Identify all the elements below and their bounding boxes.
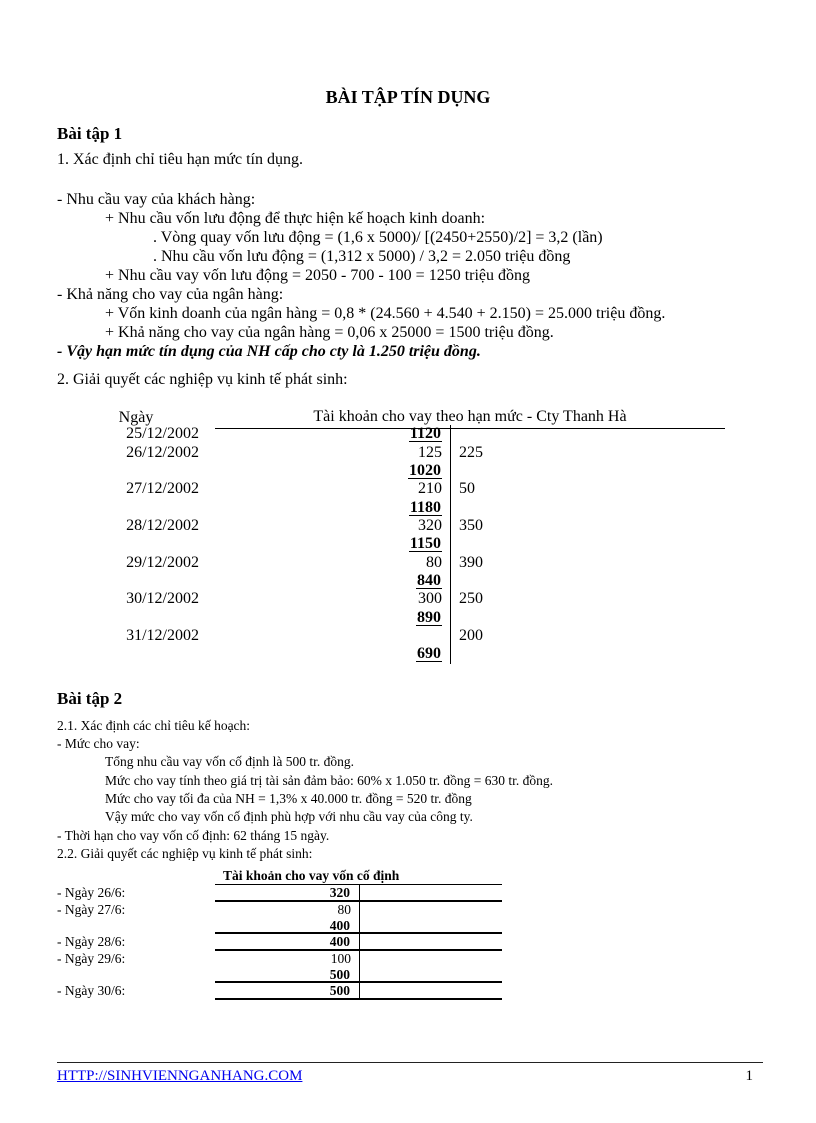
taccount2-debit-cell xyxy=(215,885,359,901)
taccount2-credit-cell xyxy=(359,918,502,934)
exercise1-heading: Bài tập 1 xyxy=(57,124,123,143)
taccount2-label-cell: - Ngày 30/6: xyxy=(57,983,126,999)
paragraph: - Nhu cầu vay của khách hàng: xyxy=(57,191,256,208)
taccount1-debit-cell: 210 xyxy=(418,480,442,498)
exercise1-intro: 1. Xác định chỉ tiêu hạn mức tín dụng. xyxy=(57,151,303,168)
taccount1-debit-cell: 125 xyxy=(418,443,442,461)
balance-value: 500 xyxy=(329,983,350,999)
taccount2-label-cell: - Ngày 27/6: xyxy=(57,901,126,917)
taccount1-date-cell xyxy=(57,462,215,480)
taccount2-debit-cell: 100 xyxy=(330,950,351,966)
paragraph: 2.1. Xác định các chỉ tiêu kế hoạch: xyxy=(57,717,251,733)
taccount1-credit-cell: 200 xyxy=(450,627,725,645)
taccount1-date-header: Ngày xyxy=(118,409,154,426)
taccount2-label-cell: - Ngày 28/6: xyxy=(57,934,126,950)
taccount1-debit-cell xyxy=(215,462,450,480)
taccount1-credit-cell xyxy=(450,462,725,480)
page-footer xyxy=(57,1062,763,1085)
taccount1-debit-cell xyxy=(215,645,450,663)
paragraph: - Mức cho vay: xyxy=(57,736,140,752)
balance-value: 890 xyxy=(417,608,441,626)
paragraph: . Nhu cầu vốn lưu động = (1,312 x 5000) / 3,2 = 2.050 triệu đồng xyxy=(153,248,571,265)
taccount2-label-cell xyxy=(57,967,215,983)
taccount2-credit-cell xyxy=(359,902,502,918)
taccount1-debit-cell: 320 xyxy=(418,517,442,535)
balance-value: 690 xyxy=(417,645,441,663)
taccount1-debit-cell xyxy=(215,425,450,443)
taccount1-debit-cell xyxy=(215,627,450,645)
taccount1-date-cell xyxy=(57,499,215,517)
taccount1-debit-cell xyxy=(215,572,450,590)
taccount1-credit-cell: 50 xyxy=(450,480,725,498)
taccount1-credit-cell xyxy=(450,535,725,553)
taccount1-date-cell: 26/12/2002 xyxy=(126,443,199,461)
paragraph: - Thời hạn cho vay vốn cố định: 62 tháng 15 ngày. xyxy=(57,827,330,843)
taccount2-label-cell xyxy=(57,918,215,934)
exercise1-solve-heading: 2. Giải quyết các nghiệp vụ kinh tế phát sinh: xyxy=(57,371,348,388)
page-number: 1 xyxy=(745,1068,753,1084)
taccount1-date-cell xyxy=(57,609,215,627)
taccount1-credit-cell: 390 xyxy=(450,554,725,572)
taccount1-debit-cell: 80 xyxy=(426,553,442,571)
balance-value: 320 xyxy=(329,885,350,901)
taccount1-debit-cell: 300 xyxy=(418,590,442,608)
balance-value: 400 xyxy=(329,918,350,934)
paragraph: Mức cho vay tối đa của NH = 1,3% x 40.000 tr. đồng = 520 tr. đồng xyxy=(105,791,472,806)
taccount1-debit-cell xyxy=(215,499,450,517)
exercise2-heading: Bài tập 2 xyxy=(57,688,123,708)
exercise1-body xyxy=(57,190,759,361)
paragraph: + Nhu cầu vay vốn lưu động = 2050 - 700 - 100 = 1250 triệu đồng xyxy=(105,267,531,284)
taccount1-credit-cell: 350 xyxy=(450,517,725,535)
balance-value: 840 xyxy=(417,572,441,590)
taccount2-debit-cell: 80 xyxy=(337,901,351,917)
taccount2-debit-cell xyxy=(215,918,359,934)
balance-value: 1120 xyxy=(409,425,441,443)
taccount2-label-cell: - Ngày 26/6: xyxy=(57,885,126,901)
footer-link[interactable]: HTTP://SINHVIENNGANHANG.COM xyxy=(57,1068,303,1084)
paragraph: . Vòng quay vốn lưu động = (1,6 x 5000)/ [(2450+2550)/2] = 3,2 (lần) xyxy=(153,229,603,246)
paragraph: 2.2. Giải quyết các nghiệp vụ kinh tế phát sinh: xyxy=(57,845,313,861)
taccount2-debit-cell xyxy=(215,934,359,950)
taccount2-credit-cell xyxy=(359,967,502,983)
taccount1-debit-cell xyxy=(215,609,450,627)
balance-value: 500 xyxy=(329,966,350,982)
paragraph: - Khả năng cho vay của ngân hàng: xyxy=(57,286,284,303)
paragraph: + Khả năng cho vay của ngân hàng = 0,06 x 25000 = 1500 triệu đồng. xyxy=(105,324,554,341)
taccount1-date-cell: 25/12/2002 xyxy=(126,425,199,443)
taccount1-date-cell: 29/12/2002 xyxy=(126,553,199,571)
paragraph: Tổng nhu cầu vay vốn cố định là 500 tr. đồng. xyxy=(105,754,354,770)
balance-value: 1180 xyxy=(409,498,441,516)
document-title: BÀI TẬP TÍN DỤNG xyxy=(325,87,491,107)
taccount1-date-cell: 31/12/2002 xyxy=(126,627,199,645)
exercise1-conclusion: - Vậy hạn mức tín dụng của NH cấp cho cty là 1.250 triệu đồng. xyxy=(57,343,481,360)
taccount2-credit-cell xyxy=(359,885,502,901)
balance-value: 400 xyxy=(329,934,350,950)
taccount1-date-cell: 28/12/2002 xyxy=(126,517,199,535)
taccount1-debit-cell xyxy=(215,535,450,553)
taccount1-date-cell: 30/12/2002 xyxy=(126,590,199,608)
taccount1-credit-cell: 225 xyxy=(450,444,725,462)
taccount1-title: Tài khoản cho vay theo hạn mức - Cty Thanh Hà xyxy=(215,407,725,429)
taccount2-debit-cell xyxy=(215,983,359,999)
exercise2-body xyxy=(57,717,759,863)
paragraph: + Vốn kinh doanh của ngân hàng = 0,8 * (24.560 + 4.540 + 2.150) = 25.000 triệu đồng. xyxy=(105,305,666,322)
paragraph: + Nhu cầu vốn lưu động để thực hiện kế hoạch kinh doanh: xyxy=(105,210,486,227)
taccount2-credit-cell xyxy=(359,983,502,999)
taccount1-credit-cell: 250 xyxy=(450,590,725,608)
taccount1-credit-cell xyxy=(450,425,725,443)
paragraph: Mức cho vay tính theo giá trị tài sản đảm bảo: 60% x 1.050 tr. đồng = 630 tr. đồng. xyxy=(105,772,553,788)
taccount1-credit-cell xyxy=(450,572,725,590)
taccount1-credit-cell xyxy=(450,499,725,517)
taccount2-debit-cell xyxy=(215,967,359,983)
taccount2-credit-cell xyxy=(359,934,502,950)
taccount2-credit-cell xyxy=(359,951,502,967)
taccount1-credit-cell xyxy=(450,609,725,627)
taccount1-credit-cell xyxy=(450,645,725,663)
taccount2-label-cell: - Ngày 29/6: xyxy=(57,950,126,966)
taccount-han-muc-table xyxy=(57,407,759,664)
paragraph: Vậy mức cho vay vốn cố định phù hợp với nhu cầu vay của công ty. xyxy=(105,809,473,825)
taccount1-date-cell xyxy=(57,572,215,590)
taccount1-date-cell xyxy=(57,645,215,663)
taccount1-date-cell: 27/12/2002 xyxy=(126,480,199,498)
taccount1-date-cell xyxy=(57,535,215,553)
taccount2-label-spacer xyxy=(57,869,215,885)
balance-value: 1150 xyxy=(409,535,441,553)
balance-value: 1020 xyxy=(409,462,441,480)
taccount2-title: Tài khoản cho vay vốn cố định xyxy=(215,869,502,885)
taccount-von-co-dinh-table xyxy=(57,869,759,999)
